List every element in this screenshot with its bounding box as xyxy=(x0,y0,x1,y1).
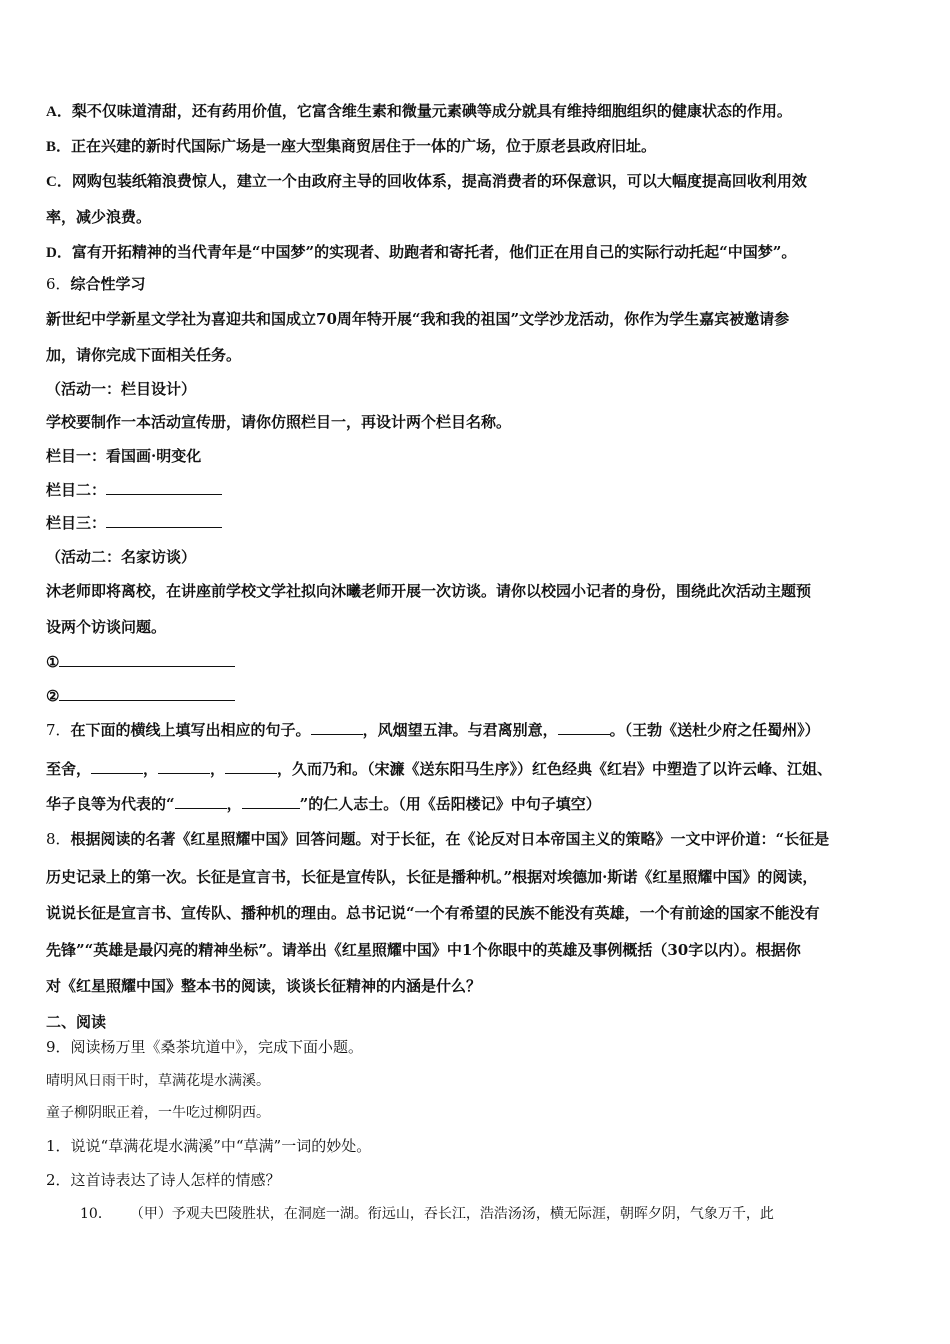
q8-line1 xyxy=(46,829,829,849)
option-d-text: 富有开拓精神的当代青年是“中国梦”的实现者、助跑者和寄托者，他们正在用自己的实际行动托起“中国梦”。 xyxy=(71,243,797,261)
q9-poem-line2: 童子柳阴眠正着，一牛吃过柳阴西。 xyxy=(46,1105,270,1121)
q6-intro-line2: 加，请你完成下面相关任务。 xyxy=(46,346,242,364)
q7-text-1: ，风烟望五津。与君离别意， xyxy=(362,721,558,739)
option-d-label: D． xyxy=(46,245,72,261)
q7-source-1: 。（王勃《送杜少府之任蜀州》） xyxy=(609,721,820,739)
q8-line3: 说说长征是宣言书、宣传队、播种机的理由。总书记说“一个有希望的民族不能没有英雄，一个有前途的国家不能没有 xyxy=(46,904,820,922)
q6-column2 xyxy=(46,480,222,500)
q10-number: 10． xyxy=(80,1206,112,1222)
q6-column3 xyxy=(46,513,222,533)
option-d xyxy=(46,242,796,263)
option-a-label: A． xyxy=(46,104,72,120)
q6-interview-blank-1[interactable] xyxy=(59,652,235,667)
option-c-label: C． xyxy=(46,174,72,190)
q6-circled-2: ② xyxy=(46,687,60,705)
q8-line5: 对《红星照耀中国》整本书的阅读，谈谈长征精神的内涵是什么？ xyxy=(46,977,482,995)
q7-blank-1[interactable] xyxy=(311,720,363,735)
q9-poem-line1: 晴明风日雨干时，草满花堤水满溪。 xyxy=(46,1073,270,1089)
q7-comma-2: ， xyxy=(210,760,226,778)
q6-heading xyxy=(46,274,146,294)
q8-text-1: 根据阅读的名著《红星照耀中国》回答问题。对于长征，在《论反对日本帝国主义的策略》一文中评价道：“长征是 xyxy=(70,830,830,848)
q7-blank-3[interactable] xyxy=(91,759,143,774)
q7-blank-2[interactable] xyxy=(558,720,610,735)
q7-number: 7． xyxy=(46,721,71,739)
option-b xyxy=(46,136,656,157)
option-c-text: 网购包装纸箱浪费惊人，建立一个由政府主导的回收体系，提高消费者的环保意识，可以大幅度提高回收利用效 xyxy=(71,172,807,190)
option-b-text: 正在兴建的新时代国际广场是一座大型集商贸居住于一体的广场，位于原老县政府旧址。 xyxy=(71,137,657,155)
q6-activity1-task: 学校要制作一本活动宣传册，请你仿照栏目一，再设计两个栏目名称。 xyxy=(46,413,512,431)
q6-number: 6． xyxy=(46,275,71,293)
q7-line3 xyxy=(46,794,601,814)
q6-interview-blank-2[interactable] xyxy=(59,686,235,701)
q7-text-2: 至舍， xyxy=(46,760,92,778)
q10-line1 xyxy=(80,1204,774,1224)
q6-intro-line1: 新世纪中学新星文学社为喜迎共和国成立70周年特开展“我和我的祖国”文学沙龙活动，你作为学生嘉宾被邀请参 xyxy=(46,310,790,328)
q6-activity2-task-line2: 设两个访谈问题。 xyxy=(46,618,167,636)
q7-blank-7[interactable] xyxy=(242,794,300,809)
q7-line2 xyxy=(46,759,832,779)
q7-comma-1: ， xyxy=(143,760,159,778)
option-c-continued: 率，减少浪费。 xyxy=(46,208,152,226)
q8-line2: 历史记录上的第一次。长征是宣言书，长征是宣传队，长征是播种机。”根据对埃德加·斯诺《红星照耀中国》的阅读， xyxy=(46,868,818,886)
q7-prompt: 在下面的横线上填写出相应的句子。 xyxy=(70,721,311,739)
q9-subquestion-2: 2．这首诗表达了诗人怎样的情感？ xyxy=(46,1171,281,1189)
q6-title: 综合性学习 xyxy=(70,275,146,293)
option-c xyxy=(46,171,807,192)
q6-column2-blank[interactable] xyxy=(106,480,222,495)
q7-text-3: ，久而乃和。（宋濂《送东阳马生序》）红色经典《红岩》中塑造了以许云峰、江姐、 xyxy=(277,760,833,778)
q10-text: （甲）予观夫巴陵胜状，在洞庭一湖。衔远山，吞长江，浩浩汤汤，横无际涯，朝晖夕阴，气象万千，此 xyxy=(129,1206,774,1222)
q9-title: 9．阅读杨万里《桑茶坑道中》，完成下面小题。 xyxy=(46,1038,364,1056)
q6-column3-label: 栏目三： xyxy=(46,514,107,532)
q8-number: 8． xyxy=(46,830,71,848)
option-a-text: 梨不仅味道清甜，还有药用价值，它富含维生素和微量元素碘等成分就具有维持细胞组织的健康状态的作用。 xyxy=(71,102,792,120)
q7-blank-5[interactable] xyxy=(225,759,277,774)
q6-interview-question-1 xyxy=(46,652,235,672)
q7-blank-6[interactable] xyxy=(175,794,227,809)
q6-circled-1: ① xyxy=(46,653,60,671)
q7-source-2: ”的仁人志士。（用《岳阳楼记》中句子填空） xyxy=(299,795,601,813)
q9-subquestion-1: 1．说说“草满花堤水满溪”中“草满”一词的妙处。 xyxy=(46,1137,372,1155)
q8-line4: 先锋”“英雄是最闪亮的精神坐标”。请举出《红星照耀中国》中1个你眼中的英雄及事例概括（30字以内）。根据你 xyxy=(46,941,801,959)
q6-column3-blank[interactable] xyxy=(106,513,222,528)
q7-comma-3: ， xyxy=(226,795,242,813)
q6-interview-question-2 xyxy=(46,686,235,706)
q6-column1: 栏目一：看国画·明变化 xyxy=(46,447,202,465)
q7-line1 xyxy=(46,720,820,740)
option-b-label: B． xyxy=(46,139,72,155)
q7-blank-4[interactable] xyxy=(158,759,210,774)
q6-activity1-title: （活动一：栏目设计） xyxy=(46,380,197,398)
section-heading-reading: 二、阅读 xyxy=(46,1013,107,1031)
q6-activity2-task-line1: 沐老师即将离校，在讲座前学校文学社拟向沐曦老师开展一次访谈。请你以校园小记者的身份，围绕此次活动主题预 xyxy=(46,582,812,600)
q6-activity2-title: （活动二：名家访谈） xyxy=(46,548,197,566)
q7-text-4: 华子良等为代表的“ xyxy=(46,795,175,813)
q6-column2-label: 栏目二： xyxy=(46,481,107,499)
option-a xyxy=(46,101,792,122)
